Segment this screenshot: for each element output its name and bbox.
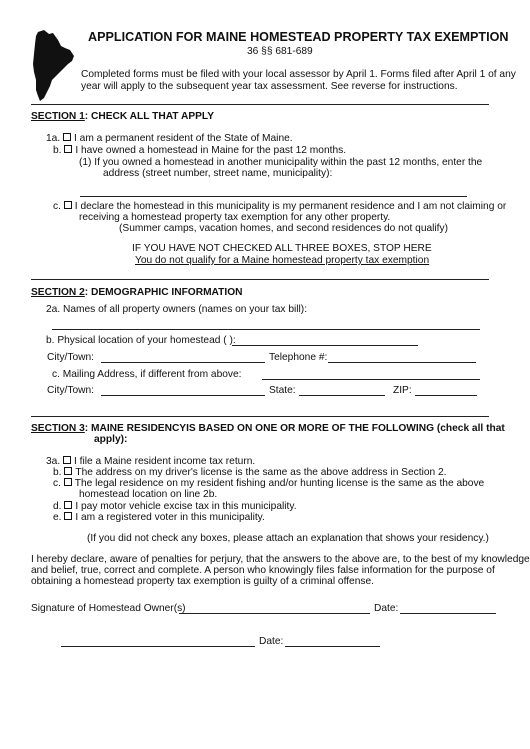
checkbox-3a[interactable]: [63, 456, 71, 464]
item-3a-number: 3a.: [46, 456, 61, 467]
checkbox-3c[interactable]: [64, 478, 72, 486]
item-1b1-line-1: (1) If you owned a homestead in another municipality within the past 12 months, enter the: [79, 157, 483, 168]
owners-names-field[interactable]: [52, 329, 480, 330]
state-label: State:: [269, 385, 296, 396]
state-field[interactable]: [299, 395, 385, 396]
divider: [31, 279, 489, 280]
item-3b-number: b.: [53, 467, 62, 478]
item-1a-text: I am a permanent resident of the State of Maine.: [74, 133, 293, 144]
date-field[interactable]: [400, 613, 496, 614]
checkbox-3d[interactable]: [64, 501, 72, 509]
mailing-city-field[interactable]: [101, 395, 265, 396]
stop-warning: IF YOU HAVE NOT CHECKED ALL THREE BOXES, STOP HERE: [132, 243, 432, 254]
residency-note: (If you did not check any boxes, please attach an explanation that shows your residency.): [87, 533, 489, 544]
disqualification-notice: You do not qualify for a Maine homestead property tax exemption: [135, 255, 430, 266]
mailing-city-label: City/Town:: [47, 385, 94, 396]
section-1-heading: [31, 111, 214, 122]
checkbox-1b[interactable]: [64, 145, 72, 153]
item-1c: [53, 201, 506, 212]
owner-signature-field[interactable]: [179, 613, 370, 614]
checkbox-1c[interactable]: [64, 201, 72, 209]
declaration-line-1: I hereby declare, aware of penalties for perjury, that the answers to the above are, to the best of my knowledge: [31, 554, 530, 565]
form-title: APPLICATION FOR MAINE HOMESTEAD PROPERTY TAX EXEMPTION: [88, 30, 509, 44]
item-3d-text: I pay motor vehicle excise tax in this municipality.: [75, 501, 297, 512]
item-3b-text: The address on my driver's license is the same as the above address in Section 2.: [75, 467, 447, 478]
item-1c-number: c.: [53, 201, 61, 212]
instructions-line-1: Completed forms must be filed with your local assessor by April 1. Forms filed after April 1 of any: [81, 69, 516, 80]
item-3c-text-1: The legal residence on my resident fishing and/or hunting license is the same as the above: [74, 478, 485, 489]
item-1c-text-1: I declare the homestead in this municipality is my permanent residence and I am not claiming or: [74, 201, 507, 212]
item-1b1-line-2: address (street number, street name, municipality):: [103, 168, 333, 179]
item-3e-number: e.: [53, 512, 62, 523]
item-3a: [46, 456, 255, 467]
item-1a-number: 1a.: [46, 133, 61, 144]
item-3d: [53, 501, 297, 512]
item-1c-text-2: receiving a homestead property tax exemption for any other property.: [79, 212, 391, 223]
owner-signature-label: Signature of Homestead Owner(s): [31, 603, 186, 614]
item-1c-text-3: (Summer camps, vacation homes, and second residences do not qualify): [119, 223, 448, 234]
city-town-field[interactable]: [101, 362, 265, 363]
telephone-field[interactable]: [328, 362, 476, 363]
item-3c: [53, 478, 484, 489]
date-label: Date:: [374, 603, 399, 614]
city-town-label: City/Town:: [47, 352, 94, 363]
item-1b: [53, 145, 346, 156]
item-1a: [46, 133, 293, 144]
divider: [31, 104, 489, 105]
section-3-title-2: apply):: [94, 434, 128, 445]
item-1b-number: b.: [53, 145, 62, 156]
declaration-line-3: obtaining a homestead property tax exemption is guilty of a criminal offense.: [31, 576, 374, 587]
physical-location-label: b. Physical location of your homestead ( ):: [46, 335, 236, 346]
maine-state-silhouette-icon: [28, 28, 78, 102]
item-3e-text: I am a registered voter in this municipality.: [75, 512, 265, 523]
divider: [31, 416, 489, 417]
item-3c-number: c.: [53, 478, 61, 489]
checkbox-1a[interactable]: [63, 133, 71, 141]
mailing-address-field[interactable]: [262, 379, 480, 380]
date-2-label: Date:: [259, 636, 284, 647]
date-2-field[interactable]: [285, 646, 380, 647]
section-2-title: : DEMOGRAPHIC INFORMATION: [84, 287, 243, 298]
section-3-heading: [31, 423, 505, 434]
item-3e: [53, 512, 265, 523]
physical-location-field[interactable]: [232, 345, 418, 346]
owners-names-label: 2a. Names of all property owners (names on your tax bill):: [46, 304, 308, 315]
checkbox-3e[interactable]: [64, 512, 72, 520]
statute-reference: 36 §§ 681-689: [247, 46, 313, 57]
zip-label: ZIP:: [393, 385, 412, 396]
item-3a-text: I file a Maine resident income tax return.: [74, 456, 256, 467]
item-3c-text-2: homestead location on line 2b.: [79, 489, 218, 500]
previous-address-field[interactable]: [80, 196, 467, 197]
zip-field[interactable]: [415, 395, 477, 396]
section-3-title-1: : MAINE RESIDENCYIS BASED ON ONE OR MORE OF THE FOLLOWING (check all that: [84, 423, 505, 434]
declaration-line-2: and belief, true, correct and complete. A person who knowingly files false information for the purpose of: [31, 565, 495, 576]
section-2-heading: [31, 287, 243, 298]
section-1-label: SECTION 1: [31, 111, 85, 122]
section-3-label: SECTION 3: [31, 423, 85, 434]
item-3b: [53, 467, 447, 478]
item-1b-text: I have owned a homestead in Maine for the past 12 months.: [75, 145, 347, 156]
section-2-label: SECTION 2: [31, 287, 85, 298]
mailing-address-label: c. Mailing Address, if different from above:: [52, 369, 242, 380]
telephone-label: Telephone #:: [269, 352, 328, 363]
instructions-line-2: year will apply to the subsequent year tax assessment. See reverse for instructions.: [81, 81, 458, 92]
second-owner-signature-field[interactable]: [61, 646, 255, 647]
item-3d-number: d.: [53, 501, 62, 512]
section-1-title: : CHECK ALL THAT APPLY: [84, 111, 215, 122]
checkbox-3b[interactable]: [64, 467, 72, 475]
